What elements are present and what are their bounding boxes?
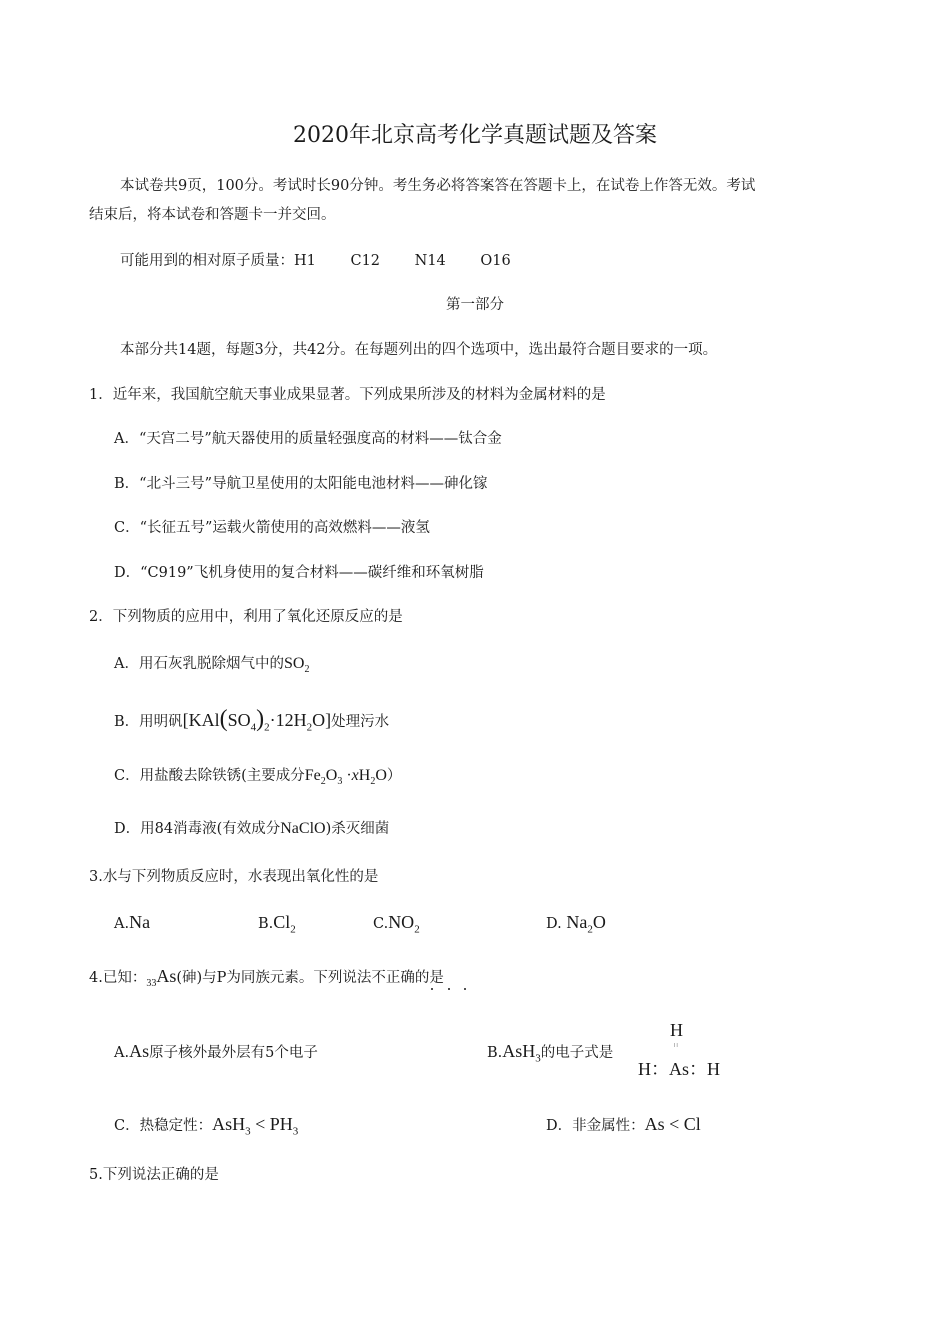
atomic-masses [120,249,511,270]
emphasis-dot [431,988,433,990]
section-instructions: 本部分共14题，每题3分，共42分。在每题列出的四个选项中，选出最符合题目要求的一项。 [120,342,718,358]
question-4-option-b: B.AsH$_3$的电子式是 [487,1041,614,1065]
question-1-option-d: D．“C919”飞机身使用的复合材料——碳纤维和环氧树脂 [114,565,484,581]
arsenic-symbol: As [156,966,177,986]
question-2-option-d: D．用84消毒液(有效成分NaClO)杀灭细菌 [114,820,390,837]
question-3-option-b: $B.Cl_2$ [258,912,296,936]
mass-n: N14 [414,253,446,269]
question-1-stem: 1．近年来，我国航空航天事业成果显著。下列成果所涉及的材料为金属材料的是 [89,387,606,403]
question-2-option-b [114,706,389,734]
q3b-formula: $Cl_2$ [273,912,296,936]
emphasis-dot [464,988,466,990]
q4c-formula: $AsH_3 < PH_3$ [212,1114,299,1138]
q3c-formula: $NO_2$ [388,912,420,936]
question-2-stem: 2．下列物质的应用中，利用了氧化还原反应的是 [89,609,403,625]
question-4-option-a: A.As原子核外最外层有5个电子 [114,1041,318,1061]
mass-c: C12 [350,253,381,269]
question-5-stem: 5.下列说法正确的是 [89,1167,219,1183]
q2b-post: 处理污水 [331,714,390,730]
question-4-option-d: D．非金属性：As < Cl [546,1114,701,1134]
emphasis-dot [448,988,450,990]
lewis-h-top: H [670,1020,683,1040]
question-4-option-c: C．热稳定性：$AsH_3 < PH_3$ [114,1114,299,1138]
q2b-text: B．用明矾 [114,714,183,730]
section-title: 第一部分 [446,297,504,313]
q2d-formula: NaClO [280,820,326,837]
question-1-option-b: B．“北斗三号”导航卫星使用的太阳能电池材料——砷化镓 [114,476,488,492]
question-3-option-c: $C.NO_2$ [373,912,420,936]
q2b-formula: $[KAl(SO_4)_2\cdot 12H_2O]$ [182,706,332,734]
q2a-formula: $SO_2$ [283,655,310,676]
q3d-formula: $Na_2O$ [566,912,606,936]
question-1-option-a: A．“天宫二号”航天器使用的质量轻强度高的材料——钛合金 [114,431,502,447]
question-3-stem: 3.水与下列物质反应时，水表现出氧化性的是 [89,869,379,885]
question-1-option-c: C．“长征五号”运载火箭使用的高效燃料——液氢 [114,520,430,536]
question-2-option-a [114,652,309,675]
question-3-option-a: A.Na [114,912,151,932]
mass-o: O16 [480,253,511,269]
intro-line-2: 结束后，将本试卷和答题卡一并交回。 [89,207,336,223]
lewis-formula: H：As：H [638,1059,721,1079]
mass-label: 可能用到的相对原子质量：H1 [120,253,316,269]
question-4-stem: 4.已知：$_{33}$As(砷)与P为同族元素。下列说法不正确的是 [89,966,444,989]
page-title: 2020年北京高考化学真题试题及答案 [293,123,657,148]
q2a-text: A．用石灰乳脱除烟气中的 [114,656,284,672]
lewis-dots: ∷ [674,1043,678,1049]
intro-line-1: 本试卷共9页，100分。考试时长90分钟。考生务必将答案答在答题卡上，在试卷上作答无效。考试 [120,178,756,194]
question-2-option-c: C．用盐酸去除铁锈(主要成分$Fe_2O_3 \cdot xH_2O$） [114,767,402,788]
q2c-formula: $Fe_2O_3 \cdot xH_2O$ [304,767,387,788]
question-3-option-d: D. $Na_2O$ [546,912,606,936]
q4b-formula: AsH$_3$ [502,1041,541,1065]
